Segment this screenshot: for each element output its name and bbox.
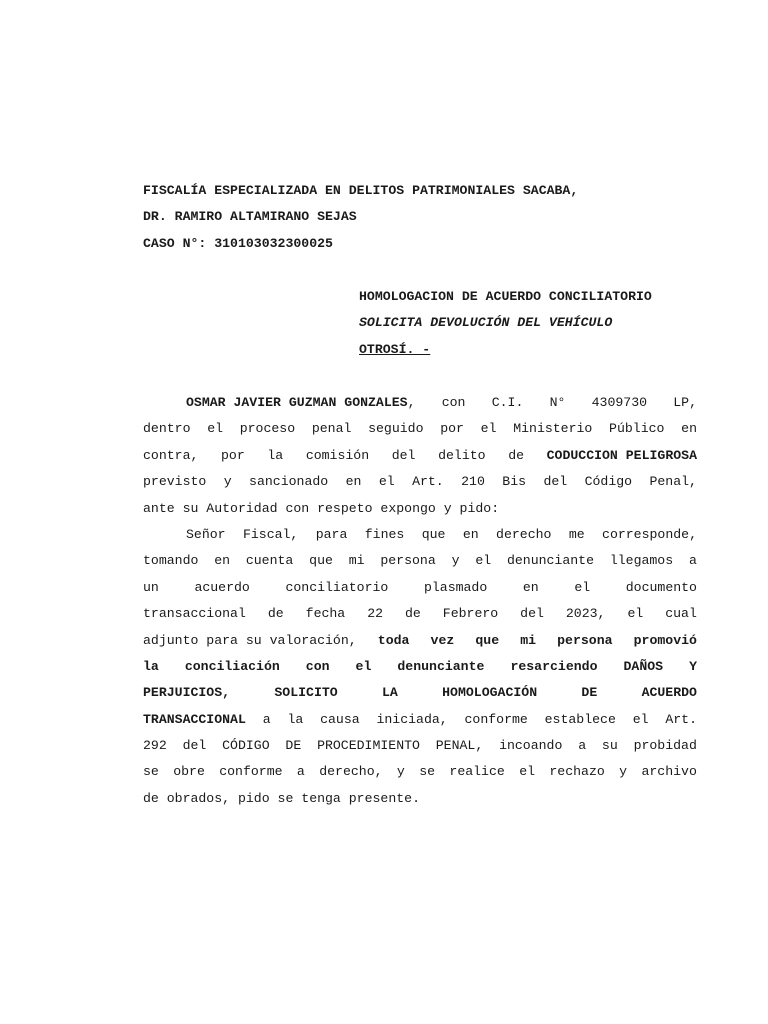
- subject-line-1: HOMOLOGACION DE ACUERDO CONCILIATORIO: [359, 289, 652, 304]
- body-word: Ministerio: [513, 421, 593, 437]
- body-word: la: [143, 658, 159, 674]
- body-word: y: [396, 764, 405, 780]
- body-word: derecho,: [319, 764, 383, 780]
- body-word: del: [182, 738, 207, 754]
- body-word: fecha: [305, 606, 346, 622]
- body-word: en: [214, 553, 231, 569]
- body-word: HOMOLOGACIÓN: [442, 685, 538, 701]
- body-word: SOLICITO: [274, 685, 338, 701]
- body-word: del: [520, 606, 544, 622]
- body-word: con: [305, 658, 330, 674]
- body-word: de: [267, 606, 284, 622]
- body-word: el: [574, 579, 591, 595]
- body-word: CÓDIGO: [222, 738, 270, 754]
- body-word: rechazo: [549, 764, 605, 780]
- body-word: Art.: [412, 474, 444, 490]
- body-word: en: [522, 579, 539, 595]
- body-line: [143, 684, 697, 710]
- body-word: DAÑOS: [623, 658, 664, 674]
- body-word: realice: [449, 764, 505, 780]
- body-word: cual: [665, 606, 697, 622]
- body-word: se: [419, 764, 436, 780]
- body-line: [143, 552, 697, 578]
- body-word: el: [378, 474, 395, 490]
- body-word: previsto: [143, 474, 207, 490]
- body-word: probidad: [633, 738, 697, 754]
- body-text: [143, 394, 697, 816]
- body-word: archivo: [641, 764, 697, 780]
- body-word: incoando: [499, 738, 563, 754]
- body-word: penal: [311, 421, 352, 437]
- body-word: Código: [584, 474, 633, 490]
- body-word: derecho: [496, 526, 552, 542]
- body-word: el: [519, 764, 536, 780]
- body-word: llegamos: [609, 553, 674, 569]
- body-word: Y: [689, 658, 697, 674]
- case-number: [143, 235, 333, 253]
- body-word: del: [543, 474, 568, 490]
- body-word: Fiscal,: [242, 526, 299, 542]
- body-word: proceso: [239, 421, 296, 437]
- body-line: [143, 526, 697, 552]
- body-line: TRANSACCIONAL a la causa iniciada, conforme establece el Art.: [143, 711, 697, 727]
- body-word: cuenta: [245, 553, 294, 569]
- body-word: tomando: [143, 553, 199, 569]
- body-word: y: [223, 474, 232, 490]
- body-word: fines: [364, 526, 405, 542]
- body-word: Penal,: [649, 474, 697, 490]
- body-line: [143, 473, 697, 499]
- body-word: Bis: [502, 474, 527, 490]
- body-word: para: [315, 526, 348, 542]
- body-word: a: [578, 738, 587, 754]
- body-line: de obrados, pido se tenga presente.: [143, 790, 420, 806]
- body-word: un: [143, 579, 159, 595]
- body-word: denunciante: [506, 553, 595, 569]
- body-word: por: [440, 421, 464, 437]
- body-word: que: [309, 553, 333, 569]
- body-word: el: [475, 553, 492, 569]
- body-word: plasmado: [423, 579, 488, 595]
- body-word: ACUERDO: [641, 685, 697, 701]
- body-word: documento: [625, 579, 697, 595]
- body-word: resarciendo: [510, 658, 598, 674]
- body-word: se: [143, 764, 159, 780]
- body-word: y: [619, 764, 628, 780]
- body-word: seguido: [368, 421, 424, 437]
- body-word: a: [296, 764, 305, 780]
- body-word: obre: [173, 764, 205, 780]
- body-word: corresponde,: [602, 526, 697, 542]
- body-word: conciliación: [184, 658, 280, 674]
- crime-name: CODUCCION PELIGROSA: [546, 447, 697, 463]
- body-line: contra, por la comisión del delito de CODUCCION PELIGROSA: [143, 447, 697, 473]
- body-line: [143, 737, 697, 763]
- body-line: [143, 763, 697, 789]
- body-word: Señor: [186, 526, 226, 542]
- body-word: el: [207, 421, 224, 437]
- case-number-value: 310103032300025: [214, 236, 333, 251]
- body-word: conforme: [219, 764, 283, 780]
- body-word: en: [345, 474, 362, 490]
- body-word: de: [405, 606, 421, 622]
- body-word: Público: [609, 421, 665, 437]
- body-word: acuerdo: [194, 579, 250, 595]
- body-word: LA: [382, 685, 398, 701]
- body-line: ante su Autoridad con respeto expongo y pido:: [143, 500, 500, 516]
- body-word: denunciante: [397, 658, 485, 674]
- body-word: DE: [581, 685, 598, 701]
- body-line: [143, 605, 697, 631]
- body-word: 292: [143, 738, 167, 754]
- body-word: conciliatorio: [285, 579, 389, 595]
- case-number-label: CASO N°:: [143, 236, 215, 251]
- body-word: mi: [348, 553, 365, 569]
- addressee-name: DR. RAMIRO ALTAMIRANO SEJAS: [143, 209, 357, 224]
- body-line: [143, 420, 697, 446]
- body-word: 210: [461, 474, 485, 490]
- body-word: me: [568, 526, 585, 542]
- body-word: PERJUICIOS,: [143, 685, 231, 701]
- addressee-office: FISCALÍA ESPECIALIZADA EN DELITOS PATRIMONIALES SACABA,: [143, 183, 579, 198]
- body-word: y: [451, 553, 460, 569]
- body-word: PROCEDIMIENTO: [317, 738, 420, 754]
- body-word: transaccional: [143, 606, 246, 622]
- body-word: a: [688, 553, 697, 569]
- body-line: [143, 658, 697, 684]
- subject-line-2: SOLICITA DEVOLUCIÓN DEL VEHÍCULO: [359, 315, 613, 330]
- body-word: DE: [285, 738, 302, 754]
- body-word: PENAL,: [435, 738, 484, 754]
- body-word: el: [355, 658, 372, 674]
- body-word: persona: [380, 553, 436, 569]
- body-word: dentro: [143, 421, 191, 437]
- body-word: sancionado: [249, 474, 329, 490]
- body-word: en: [681, 421, 697, 437]
- body-line: [143, 579, 697, 605]
- body-word: su: [601, 738, 618, 754]
- subject-line-3: OTROSÍ. -: [359, 342, 431, 357]
- body-line: OSMAR JAVIER GUZMAN GONZALES, con C.I. N° 4309730 LP,: [186, 395, 697, 410]
- body-word: el: [627, 606, 644, 622]
- petitioner-name: OSMAR JAVIER GUZMAN GONZALES: [186, 395, 408, 410]
- body-word: el: [480, 421, 497, 437]
- body-word: en: [462, 526, 479, 542]
- body-word: Febrero: [442, 606, 499, 622]
- body-word: 22: [367, 606, 384, 622]
- body-word: que: [421, 526, 446, 542]
- body-word: 2023,: [565, 606, 606, 622]
- body-line: adjunto para su valoración, toda vez que mi persona promovió: [143, 632, 697, 648]
